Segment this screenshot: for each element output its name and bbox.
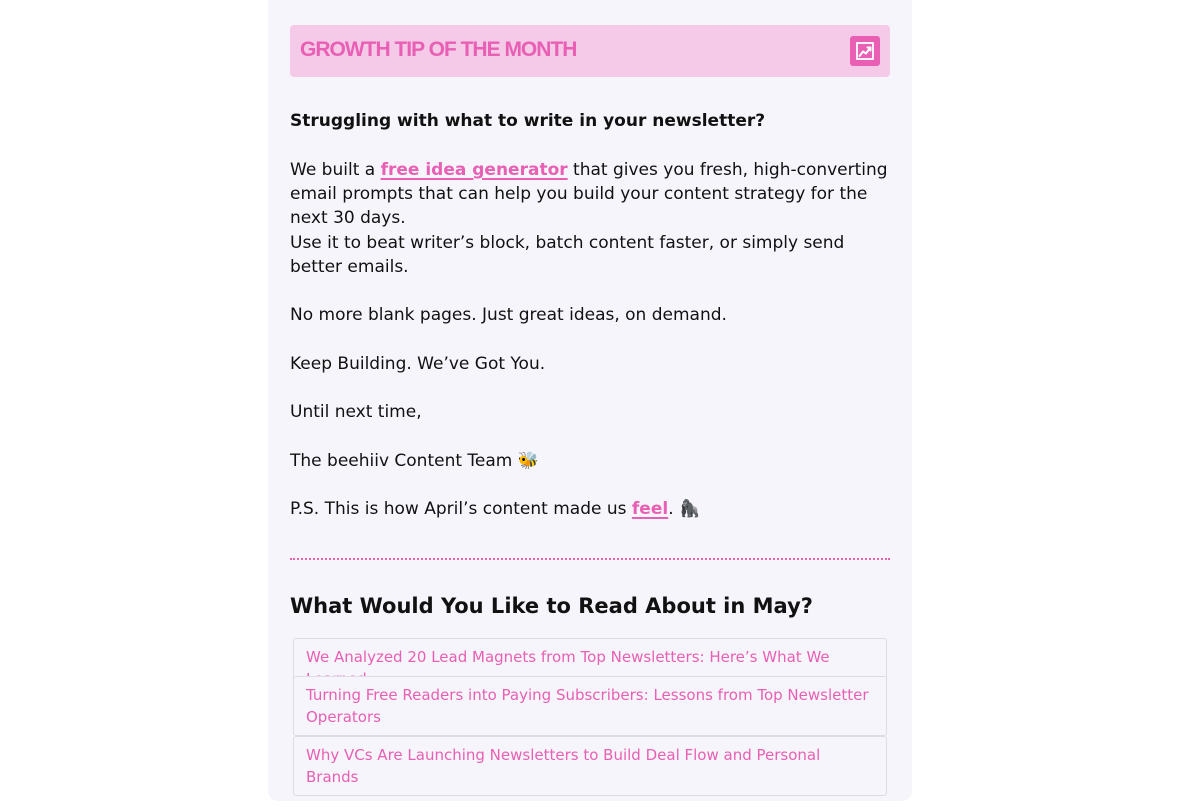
bee-emoji-icon: 🐝: [517, 451, 539, 471]
signature-text: The beehiiv Content Team: [290, 451, 513, 471]
poll-option-vc-newsletters[interactable]: Why VCs Are Launching Newsletters to Build Deal Flow and Personal Brands: [293, 736, 887, 796]
trending-chart-icon: [850, 36, 880, 66]
paragraph-text: We built a: [290, 160, 381, 180]
free-idea-generator-link[interactable]: free idea generator: [380, 160, 568, 180]
feel-link[interactable]: feel: [631, 499, 669, 519]
paragraph-use-it: Use it to beat writer’s block, batch content faster, or simply send better emails.: [290, 233, 845, 277]
paragraph-keep-building: Keep Building. We’ve Got You.: [290, 354, 546, 374]
postscript-text: P.S. This is how April’s content made us: [290, 499, 632, 519]
paragraph-text: that gives you fresh, high-converting email prompts that can help you build your content strategy for the next 30 days.: [290, 160, 888, 228]
paragraph-no-blank-pages: No more blank pages. Just great ideas, on demand.: [290, 305, 727, 325]
section-divider: [290, 558, 890, 560]
signature: [290, 449, 890, 473]
poll-title: What Would You Like to Read About in May?: [290, 594, 813, 618]
paragraph-idea-generator: [290, 158, 890, 230]
gorilla-emoji-icon: 🦍: [679, 499, 701, 519]
postscript-period: .: [668, 499, 674, 519]
growth-tip-banner: [290, 25, 890, 77]
poll-option-paying-subscribers[interactable]: Turning Free Readers into Paying Subscribers: Lessons from Top Newsletter Operators: [293, 676, 887, 736]
paragraph-until-next-time: Until next time,: [290, 402, 422, 422]
postscript: [290, 497, 890, 521]
intro-question: Struggling with what to write in your newsletter?: [290, 111, 766, 131]
poll-option-lead-magnets[interactable]: We Analyzed 20 Lead Magnets from Top Newsletters: Here’s What We: [293, 638, 887, 698]
growth-tip-title: GROWTH TIP OF THE MONTH: [300, 38, 577, 61]
